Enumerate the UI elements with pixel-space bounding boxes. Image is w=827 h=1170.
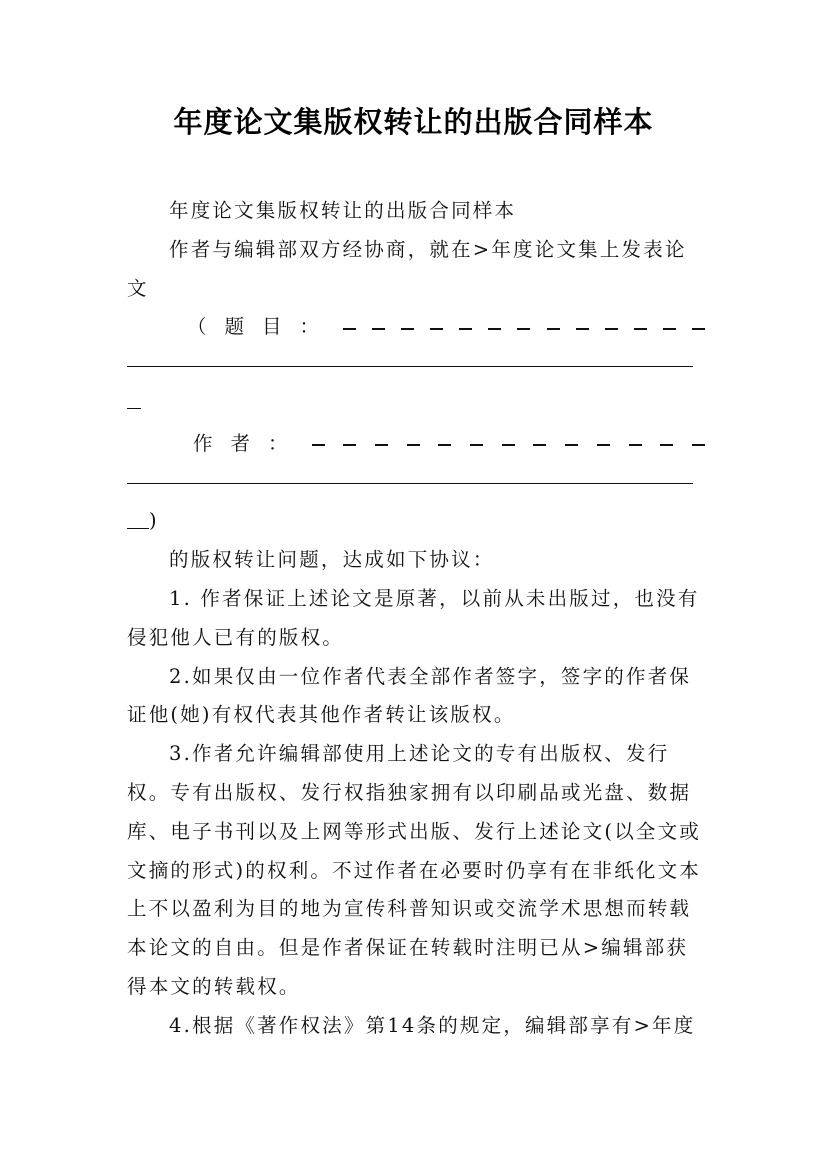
document-body: [127, 192, 705, 1046]
clause-2: 2.如果仅由一位作者代表全部作者签字，签字的作者保证他(她)有权代表其他作者转让该版权。: [127, 664, 692, 727]
title-field: [127, 308, 705, 347]
clause-3: 3.作者允许编辑部使用上述论文的专有出版权、发行权。专有出版权、发行权指独家拥有以印刷品或光盘、数据库、电子书刊以及上网等形式出版、发行上述论文(以全文或文摘的形式)的权利。不过作者在必要时仍享有在非纸化文本上不以盈利为目的地为宣传科普知识或交流学术思想而转载本论文的自由。但是作者保证在转载时注明已从>编辑部获得本文的转载权。: [127, 742, 702, 998]
author-blank-line: [127, 464, 705, 503]
clause-1: 1. 作者保证上述论文是原著，以前从未出版过，也没有侵犯他人已有的版权。: [127, 586, 700, 649]
title-field-label: （题目：: [187, 315, 338, 339]
author-field-label: 作者：: [193, 431, 306, 455]
author-blank-dashes: [312, 425, 705, 464]
title-blank-tail: [127, 386, 705, 425]
title-blank-line: [127, 347, 705, 386]
closing-paren: ): [149, 509, 159, 533]
author-field: [127, 425, 705, 464]
intro-paragraph: 作者与编辑部双方经协商，就在>年度论文集上发表论文: [127, 237, 687, 300]
document-title: 年度论文集版权转让的出版合同样本: [173, 105, 654, 139]
author-blank-tail: [127, 502, 705, 541]
intro-title: 年度论文集版权转让的出版合同样本: [169, 199, 517, 222]
clause-4: 4.根据《著作权法》第14条的规定，编辑部享有>年度: [169, 1013, 696, 1037]
title-blank-dashes: [343, 308, 705, 347]
agreement-intro: 的版权转让问题，达成如下协议：: [169, 548, 495, 572]
